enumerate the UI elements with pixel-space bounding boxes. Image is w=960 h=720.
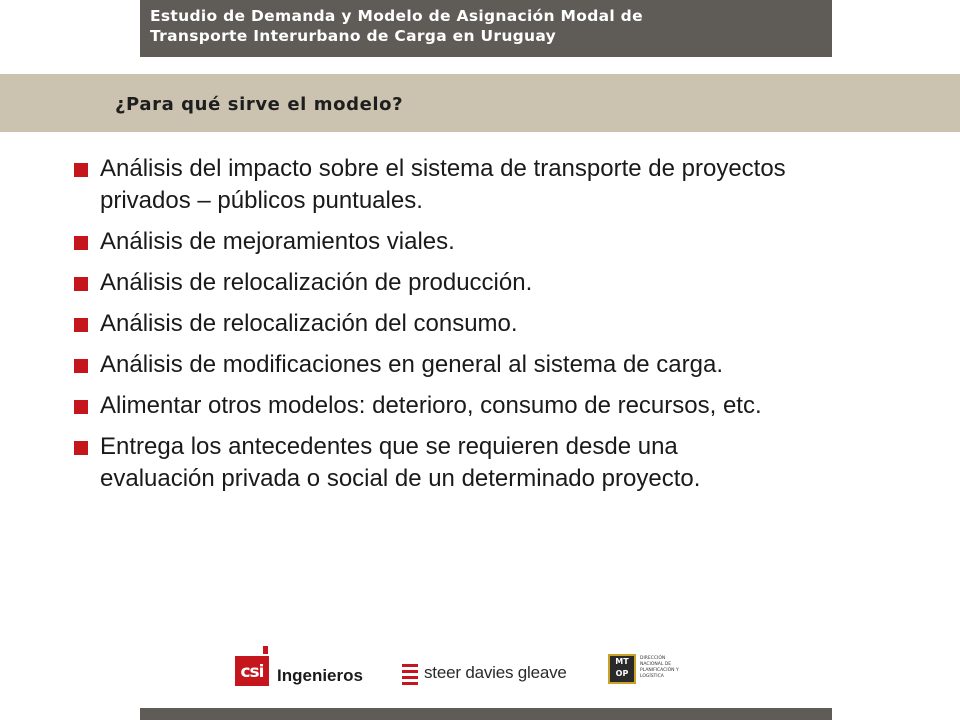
section-title: ¿Para qué sirve el modelo? xyxy=(115,94,404,115)
csi-dot-icon xyxy=(263,646,268,654)
steer-mark-icon xyxy=(402,662,418,684)
bullet-item xyxy=(72,431,792,495)
square-bullet-icon xyxy=(74,400,88,414)
mtop-logo xyxy=(608,654,679,690)
bullet-item xyxy=(72,226,792,258)
bullet-item xyxy=(72,267,792,299)
square-bullet-icon xyxy=(74,318,88,332)
bullet-item xyxy=(72,349,792,381)
square-bullet-icon xyxy=(74,277,88,291)
steer-wordmark: steer davies gleave xyxy=(424,663,567,682)
section-title-bar xyxy=(0,74,960,132)
bullet-item xyxy=(72,308,792,340)
bullet-list xyxy=(72,153,792,504)
bullet-text: Alimentar otros modelos: deterioro, consumo de recursos, etc. xyxy=(100,392,762,419)
header-title-line-1: Estudio de Demanda y Modelo de Asignación Modal de xyxy=(150,7,643,25)
bullet-text: Análisis del impacto sobre el sistema de transporte de proyectos privados – públicos puntuales. xyxy=(100,155,786,214)
bullet-text: Análisis de relocalización del consumo. xyxy=(100,310,518,337)
square-bullet-icon xyxy=(74,441,88,455)
bullet-text: Análisis de relocalización de producción. xyxy=(100,269,533,296)
bullet-text: Entrega los antecedentes que se requieren desde una evaluación privada o social de un determinado proyecto. xyxy=(100,433,701,492)
csi-mark-icon: csi xyxy=(235,656,269,686)
sponsor-logos xyxy=(235,642,679,690)
bullet-item xyxy=(72,390,792,422)
mtop-mark-icon: MT OP xyxy=(608,654,636,684)
square-bullet-icon xyxy=(74,163,88,177)
mtop-caption: DIRECCIÓN NACIONAL DE PLANIFICACIÓN Y LOGÍSTICA xyxy=(640,656,679,679)
bullet-item xyxy=(72,153,792,217)
square-bullet-icon xyxy=(74,236,88,250)
header-title-line-2: Transporte Interurbano de Carga en Uruguay xyxy=(150,27,557,45)
bullet-text: Análisis de mejoramientos viales. xyxy=(100,228,455,255)
bullet-text: Análisis de modificaciones en general al sistema de carga. xyxy=(100,351,724,378)
header-banner xyxy=(140,0,832,57)
steer-davies-gleave-logo xyxy=(402,662,582,690)
footer-bar xyxy=(140,708,832,720)
csi-ingenieros-logo xyxy=(235,642,385,690)
square-bullet-icon xyxy=(74,359,88,373)
csi-wordmark: Ingenieros xyxy=(277,666,363,685)
